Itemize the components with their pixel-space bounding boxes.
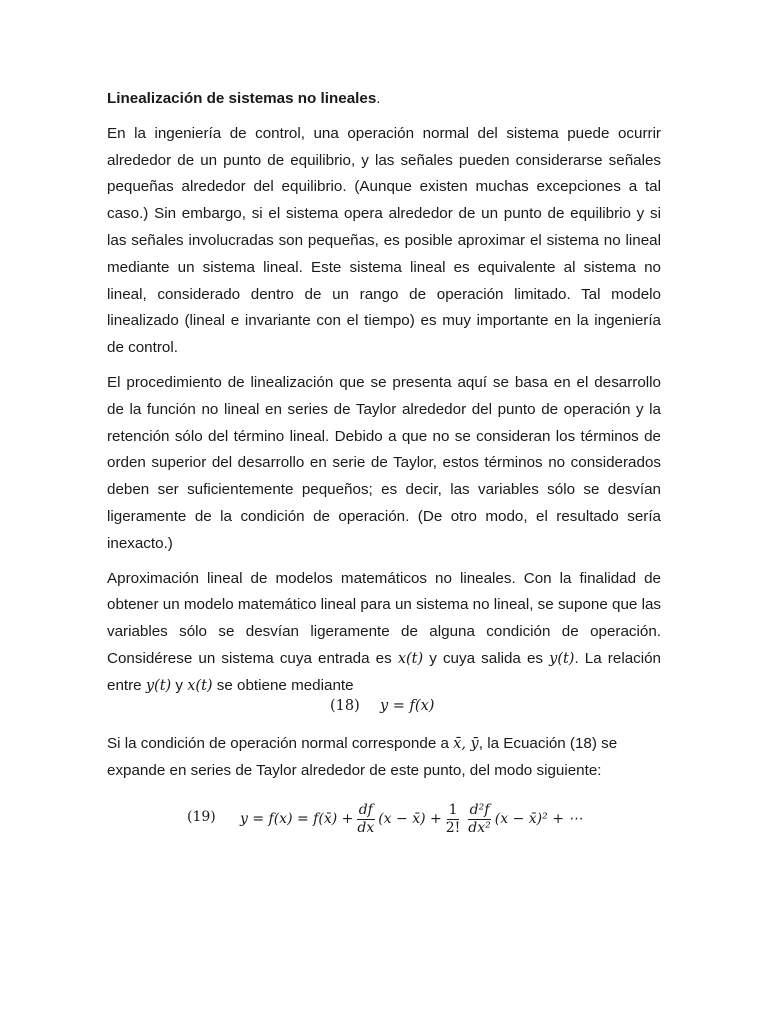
heading-period: .: [376, 90, 381, 107]
paragraph-1: En la ingeniería de control, una operación normal del sistema puede ocurrir alrededor de un punto de equilibrio, y las señales pueden considerarse señales pequeñas alrededor del equilibrio. (Aunque existen muchas excepciones a tal caso.) Sin embargo, si el sistema opera alrededor de un punto de equilibrio y si las señales involucradas son pequeñas, es posible aproximar el sistema no lineal mediante un sistema lineal. Este sistema lineal es equivalente al sistema no lineal, considerado dentro de un rango de operación limitado. Tal modelo linealizado (lineal e invariante con el tiempo) es muy importante en la ingeniería de control.: [107, 124, 661, 357]
fraction-second-derivative-numerator: d²f: [469, 801, 490, 818]
math-operating-point: x̄, ȳ: [453, 736, 479, 752]
fraction-df-dx: [355, 802, 376, 837]
fraction-second-derivative: [466, 802, 492, 837]
paragraph-2: El procedimiento de linealización que se presenta aquí se basa en el desarrollo de la función no lineal en series de Taylor alrededor del punto de operación y la retención sólo del término lineal. Debido a que no se consideran los términos de orden superior del desarrollo en serie de Taylor, estos términos no considerados deben ser suficientemente pequeños; es decir, las variables sólo se desvían ligeramente de la condición de operación. (De otro modo, el resultado sería inexacto.): [107, 373, 661, 552]
math-y-of-t: y(t): [549, 650, 575, 667]
p3-text-3: . La relación entre: [107, 649, 661, 694]
heading-title: Linealización de sistemas no lineales: [107, 90, 377, 107]
p4-text-2: , la Ecuación (18) se expande en series de Taylor alrededor de este punto, del modo siguiente:: [107, 735, 618, 779]
equation-19-number: (19): [187, 809, 216, 825]
equation-18-number: (18): [330, 698, 360, 714]
paragraph-3: [107, 566, 661, 700]
math-y-of-t-2: y(t): [145, 677, 172, 694]
fraction-factorial-denominator: 2!: [445, 819, 461, 836]
math-x-of-t: x(t): [397, 650, 424, 667]
fraction-df-dx-denominator: dx: [357, 819, 375, 836]
equation-19: [0, 794, 768, 844]
p4-text-1: Si la condición de operación normal corresponde a: [107, 735, 454, 752]
equation-19-expression: [240, 794, 582, 844]
eq19-term1: (x − x̄) +: [378, 811, 442, 827]
eq19-term2: (x − x̄)² + ⋯: [494, 811, 583, 827]
fraction-second-derivative-denominator: dx²: [468, 819, 491, 836]
eq19-lhs: y = f(x) = f(x̄) +: [240, 811, 354, 827]
paragraph-4: [107, 731, 661, 785]
fraction-df-dx-numerator: df: [358, 801, 373, 818]
p3-text-4: y: [171, 676, 188, 694]
equation-18-expression: y = f(x): [380, 698, 435, 714]
p3-text-2: y cuya salida es: [423, 649, 550, 667]
fraction-one-over-factorial: [444, 802, 463, 837]
fraction-factorial-numerator: 1: [448, 801, 458, 818]
math-x-of-t-2: x(t): [187, 677, 213, 694]
document-body: [107, 86, 661, 708]
p3-text-5: se obtiene mediante: [212, 676, 354, 694]
p3-text-1: Aproximación lineal de modelos matemáticos no lineales. Con la finalidad de obtener un modelo matemático lineal para un sistema no lineal, se supone que las variables sólo se desvían ligeramente de alguna condición de operación. Considérese un sistema cuya entrada es: [107, 569, 661, 667]
section-heading: [107, 86, 661, 113]
